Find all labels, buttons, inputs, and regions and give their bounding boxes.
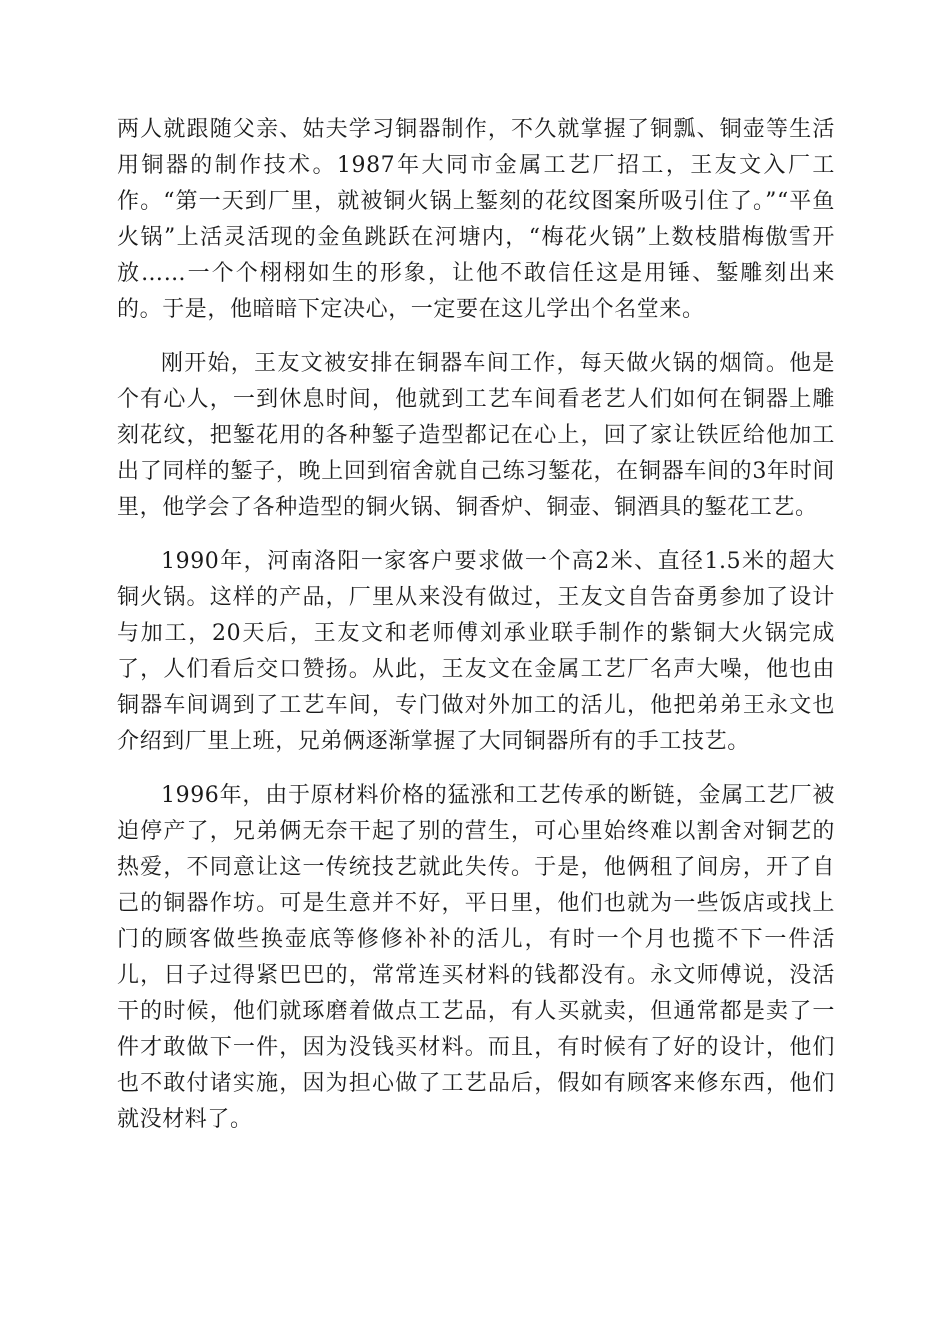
paragraph-3: 1990年，河南洛阳一家客户要求做一个高2米、直径1.5米的超大铜火锅。这样的产品，厂里从来没有做过，王友文自告奋勇参加了设计与加工，20天后，王友文和老师傅刘承业联手制作的紫铜大火锅完成了，人们看后交口赞扬。从此，王友文在金属工艺厂名声大噪，他也由铜器车间调到了工艺车间，专门做对外加工的活儿，他把弟弟王永文也介绍到厂里上班，兄弟俩逐渐掌握了大同铜器所有的手工技艺。 (117, 549, 835, 754)
paragraph-1: 两人就跟随父亲、姑夫学习铜器制作，不久就掌握了铜瓢、铜壶等生活用铜器的制作技术。1987年大同市金属工艺厂招工，王友文入厂工作。“第一天到厂里，就被铜火锅上錾刻的花纹图案所吸引住了。”“平鱼火锅”上活灵活现的金鱼跳跃在河塘内，“梅花火锅”上数枝腊梅傲雪开放……一个个栩栩如生的形象，让他不敢信任这是用锤、錾雕刻出来的。于是，他暗暗下定决心，一定要在这儿学出个名堂来。 (117, 117, 835, 322)
paragraph-4: 1996年，由于原材料价格的猛涨和工艺传承的断链，金属工艺厂被迫停产了，兄弟俩无奈干起了别的营生，可心里始终难以割舍对铜艺的热爱，不同意让这一传统技艺就此失传。于是，他俩租了间房，开了自己的铜器作坊。可是生意并不好，平日里，他们也就为一些饭店或找上门的顾客做些换壶底等修修补补的活儿，有时一个月也揽不下一件活儿，日子过得紧巴巴的，常常连买材料的钱都没有。永文师傅说，没活干的时候，他们就琢磨着做点工艺品，有人买就卖，但通常都是卖了一件才敢做下一件，因为没钱买材料。而且，有时候有了好的设计，他们也不敢付诸实施，因为担心做了工艺品后，假如有顾客来修东西，他们就没材料了。 (117, 783, 835, 1132)
document-body (117, 112, 835, 1156)
paragraph-2: 刚开始，王友文被安排在铜器车间工作，每天做火锅的烟筒。他是个有心人，一到休息时间，他就到工艺车间看老艺人们如何在铜器上雕刻花纹，把錾花用的各种錾子造型都记在心上，回了家让铁匠给他加工出了同样的錾子，晚上回到宿舍就自己练习錾花，在铜器车间的3年时间里，他学会了各种造型的铜火锅、铜香炉、铜壶、铜酒具的錾花工艺。 (117, 351, 835, 520)
